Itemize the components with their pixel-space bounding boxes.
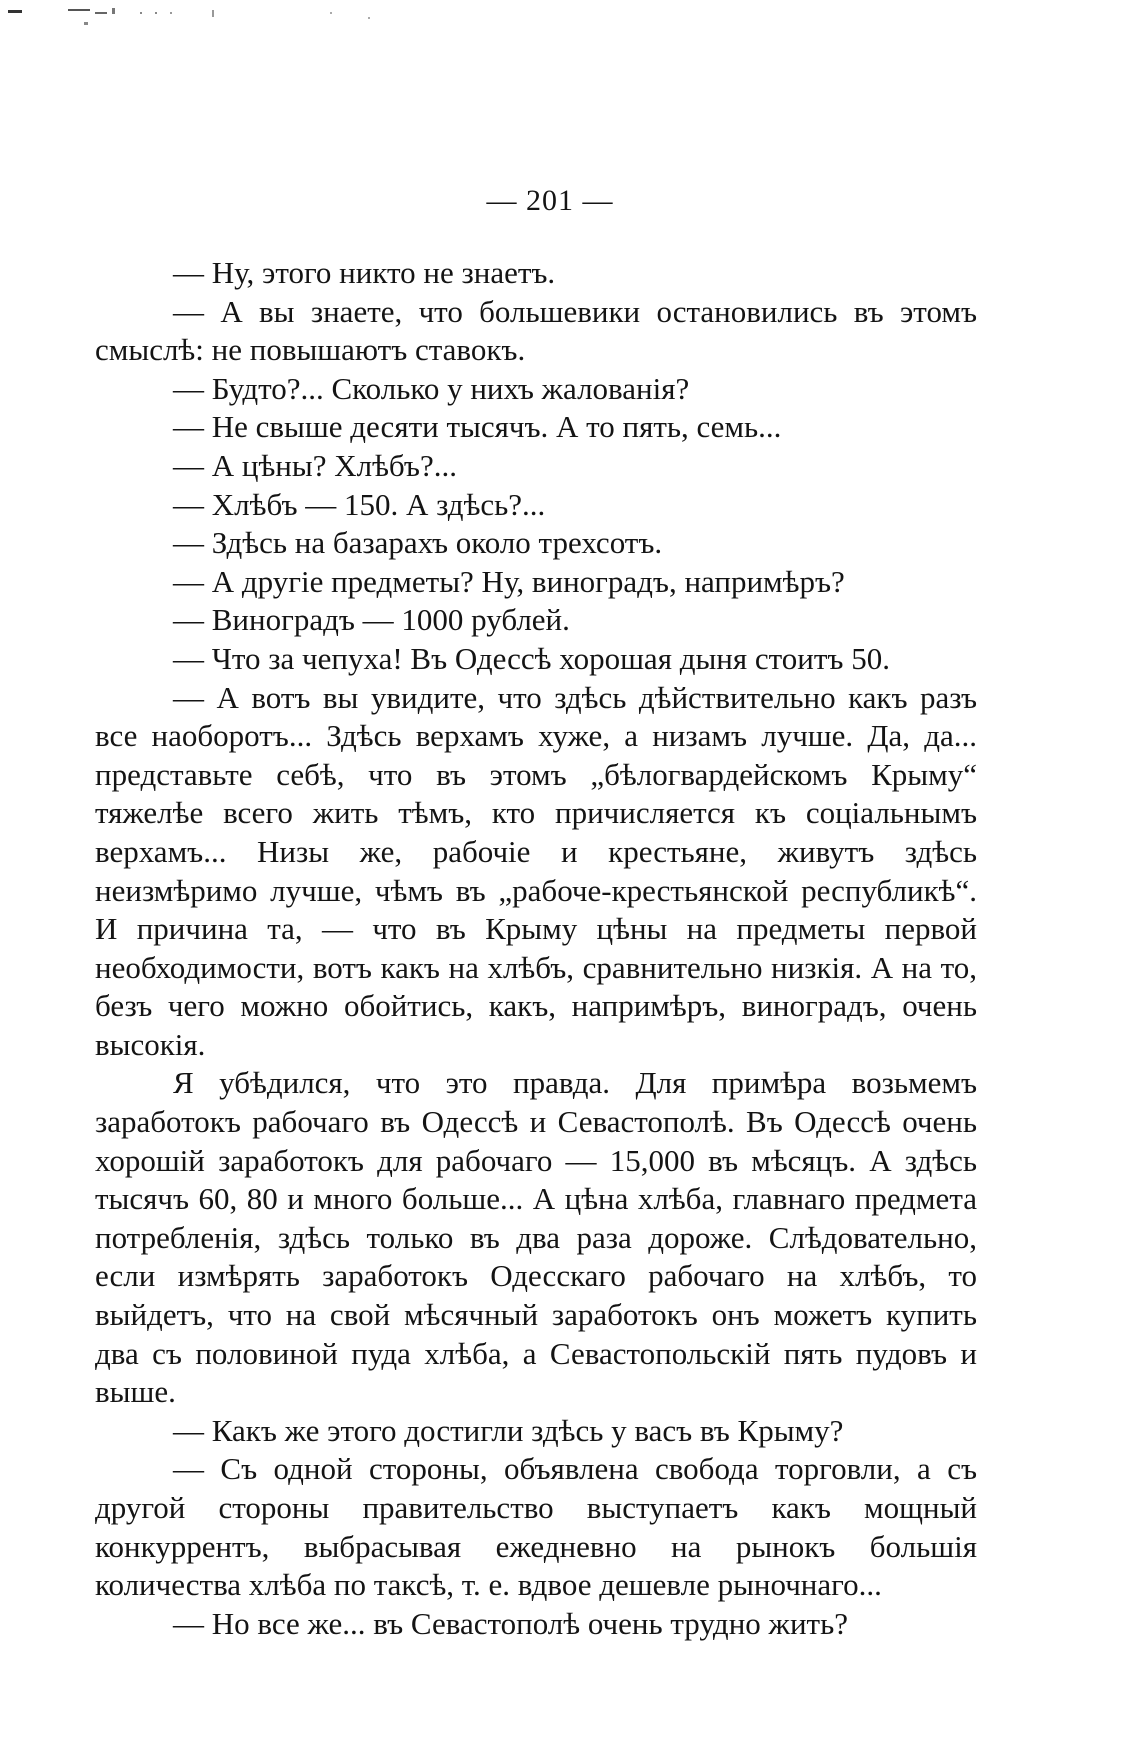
paragraph: — Ну, этого никто не знаетъ. xyxy=(173,255,556,290)
paragraph: — А вы знаете, что большевики остановились въ этомъ смыслѣ: не повышаютъ ставокъ. xyxy=(95,293,977,368)
paragraph: — А вотъ вы увидите, что здѣсь дѣйствительно какъ разъ все наоборотъ... Здѣсь верхамъ хуже, а низамъ лучше. Да, да... представьте себѣ, что въ этомъ „бѣлогвардейскомъ Крыму“ тяжелѣе всего жить тѣмъ, кто причисляется къ соціальнымъ верхамъ... Низы же, рабочіе и крестьяне, живутъ здѣсь неизмѣримо лучше, чѣмъ въ „рабоче-крестьянской республикѣ“. И причина та, — что въ Крыму цѣны на предметы первой необходимости, вотъ какъ на хлѣбъ, сравнительно низкія. А на то, безъ чего можно обойтись, какъ, напримѣръ, виноградъ, очень высокія. xyxy=(95,679,977,1062)
paragraph: — А другіе предметы? Ну, виноградъ, напримѣръ? xyxy=(173,563,845,599)
paragraph: — А цѣны? Хлѣбъ?... xyxy=(173,447,457,483)
page-number: — 201 — xyxy=(486,184,614,217)
paragraph: — Хлѣбъ — 150. А здѣсь?... xyxy=(173,486,546,522)
paragraph: — Съ одной стороны, объявлена свобода торговли, а съ другой стороны правительство выступаетъ какъ мощный конкуррентъ, выбрасывая ежедневно на рынокъ большія количества хлѣба по таксѣ, т. е. вдвое дешевле рыночнаго... xyxy=(95,1451,977,1603)
paragraph: — Что за чепуха! Въ Одессѣ хорошая дыня стоитъ 50. xyxy=(173,640,890,676)
text-body xyxy=(95,254,977,1643)
paragraph: — Здѣсь на базарахъ около трехсотъ. xyxy=(173,525,663,561)
paragraph: — Но все же... въ Севастополѣ очень трудно жить? xyxy=(173,1605,848,1641)
paragraph: — Будто?... Сколько у нихъ жалованія? xyxy=(173,370,690,406)
paragraph: — Какъ же этого достигли здѣсь у васъ въ Крыму? xyxy=(173,1412,844,1448)
paragraph: — Виноградъ — 1000 рублей. xyxy=(173,602,570,638)
paragraph: — Не свыше десяти тысячъ. А то пять, семь... xyxy=(173,409,782,445)
scan-specks xyxy=(0,0,1140,60)
paragraph: Я убѣдился, что это правда. Для примѣра возьмемъ заработокъ рабочаго въ Одессѣ и Севастополѣ. Въ Одессѣ очень хорошій заработокъ для рабочаго — 15,000 въ мѣсяцъ. А здѣсь тысячъ 60, 80 и много больше... А цѣна хлѣба, главнаго предмета потребленія, здѣсь только въ два раза дороже. Слѣдовательно, если измѣрять заработокъ Одесскаго рабочаго на хлѣбъ, то выйдетъ, что на свой мѣсячный заработокъ онъ можетъ купить два съ половиной пуда хлѣба, а Севастопольскій пять пудовъ и выше. xyxy=(95,1065,977,1410)
